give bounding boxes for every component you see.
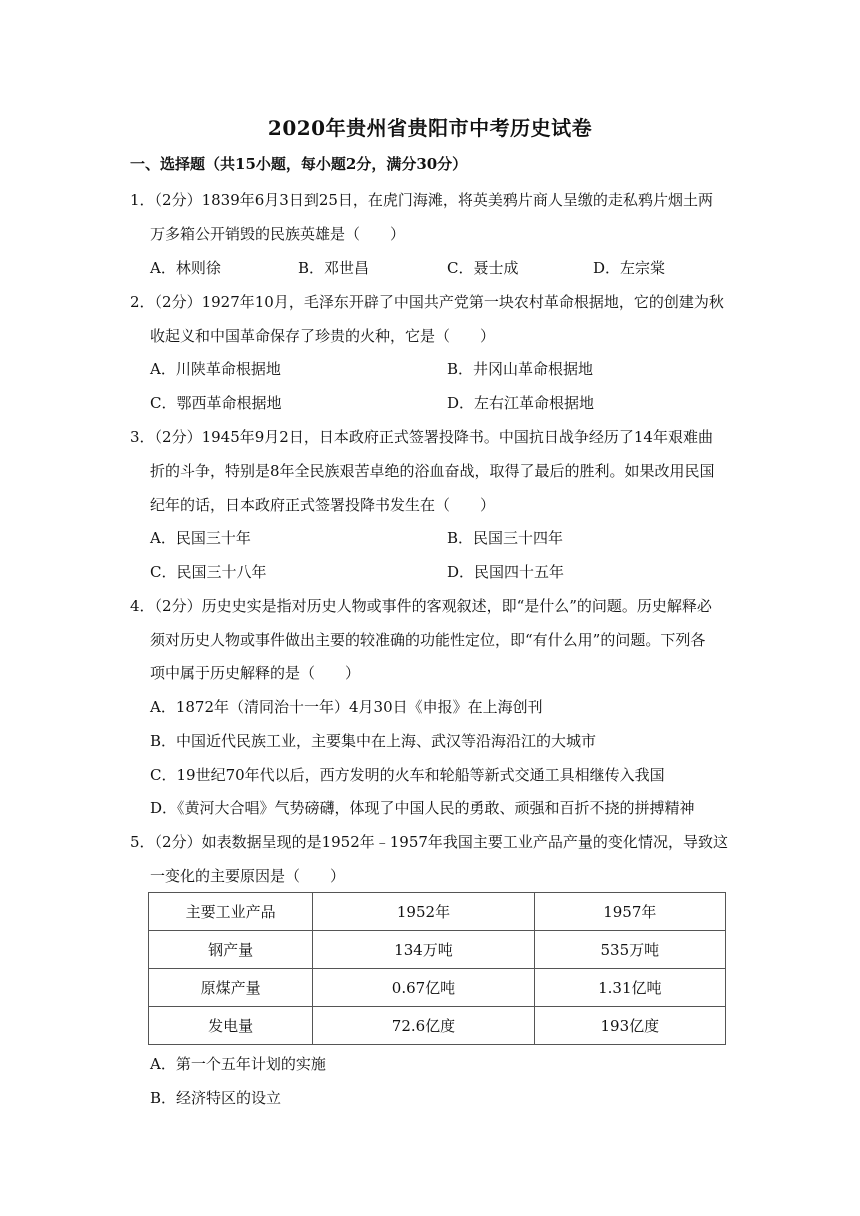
question-1-stem-cont: 万多箱公开销毁的民族英雄是（ ） <box>150 225 406 243</box>
table-header-cell: 1952年 <box>313 893 534 931</box>
table-row <box>149 969 726 1007</box>
production-table <box>148 892 726 1045</box>
question-4-option-a: A．1872年（清同治十一年）4月30日《申报》在上海创刊 <box>150 698 543 716</box>
question-4-option-c: C．19世纪70年代以后，西方发明的火车和轮船等新式交通工具相继传入我国 <box>150 766 665 784</box>
question-3-stem-cont1: 折的斗争，特别是8年全民族艰苦卓绝的浴血奋战，取得了最后的胜利。如果改用民国 <box>150 462 715 480</box>
question-4-option-d: D．《黄河大合唱》气势磅礴，体现了中国人民的勇敢、顽强和百折不挠的拼搏精神 <box>150 799 695 817</box>
question-2-option-c: C．鄂西革命根据地 <box>150 394 282 412</box>
table-cell: 钢产量 <box>149 931 313 969</box>
table-cell: 0.67亿吨 <box>313 969 534 1007</box>
question-1-option-a: A．林则徐 <box>150 259 221 277</box>
question-2-stem: 2．（2分）1927年10月，毛泽东开辟了中国共产党第一块农村革命根据地，它的创建为秋 <box>130 293 724 311</box>
question-4-option-b: B．中国近代民族工业，主要集中在上海、武汉等沿海沿江的大城市 <box>150 732 597 750</box>
page-title: 2020年贵州省贵阳市中考历史试卷 <box>267 116 593 140</box>
table-cell: 发电量 <box>149 1007 313 1045</box>
question-3-option-b: B．民国三十四年 <box>447 529 564 547</box>
table-header-cell: 1957年 <box>534 893 725 931</box>
question-1-option-b: B．邓世昌 <box>298 259 370 277</box>
question-2-stem-cont: 收起义和中国革命保存了珍贵的火种，它是（ ） <box>150 327 496 345</box>
question-4-stem-cont1: 须对历史人物或事件做出主要的较准确的功能性定位，即“有什么用”的问题。下列各 <box>150 631 706 649</box>
question-3-option-a: A．民国三十年 <box>150 529 251 547</box>
table-cell: 193亿度 <box>534 1007 725 1045</box>
table-cell: 134万吨 <box>313 931 534 969</box>
table-cell: 1.31亿吨 <box>534 969 725 1007</box>
question-3-stem-cont2: 纪年的话，日本政府正式签署投降书发生在（ ） <box>150 496 496 514</box>
question-3-option-d: D．民国四十五年 <box>447 563 565 581</box>
question-5-stem: 5．（2分）如表数据呈现的是1952年﹣1957年我国主要工业产品产量的变化情况，导致这 <box>130 833 728 851</box>
table-cell: 72.6亿度 <box>313 1007 534 1045</box>
question-1-option-c: C．聂士成 <box>447 259 519 277</box>
table-header-cell: 主要工业产品 <box>149 893 313 931</box>
question-5-stem-cont: 一变化的主要原因是（ ） <box>150 867 346 885</box>
question-2-option-a: A．川陕革命根据地 <box>150 360 281 378</box>
section-heading: 一、选择题（共15小题，每小题2分，满分30分） <box>130 155 468 173</box>
question-5-option-b: B．经济特区的设立 <box>150 1089 282 1107</box>
question-1-option-d: D．左宗棠 <box>593 259 666 277</box>
table-row <box>149 931 726 969</box>
question-5-option-a: A．第一个五年计划的实施 <box>150 1055 326 1073</box>
question-2-option-d: D．左右江革命根据地 <box>447 394 595 412</box>
question-4-stem: 4．（2分）历史史实是指对历史人物或事件的客观叙述，即“是什么”的问题。历史解释必 <box>130 597 712 615</box>
question-3-stem: 3．（2分）1945年9月2日，日本政府正式签署投降书。中国抗日战争经历了14年艰难曲 <box>130 428 713 446</box>
question-2-option-b: B．井冈山革命根据地 <box>447 360 594 378</box>
question-4-stem-cont2: 项中属于历史解释的是（ ） <box>150 664 361 682</box>
table-cell: 原煤产量 <box>149 969 313 1007</box>
question-3-option-c: C．民国三十八年 <box>150 563 267 581</box>
table-cell: 535万吨 <box>534 931 725 969</box>
table-header-row <box>149 893 726 931</box>
question-1-stem: 1．（2分）1839年6月3日到25日，在虎门海滩，将英美鸦片商人呈缴的走私鸦片烟土两 <box>130 191 713 209</box>
table-row <box>149 1007 726 1045</box>
